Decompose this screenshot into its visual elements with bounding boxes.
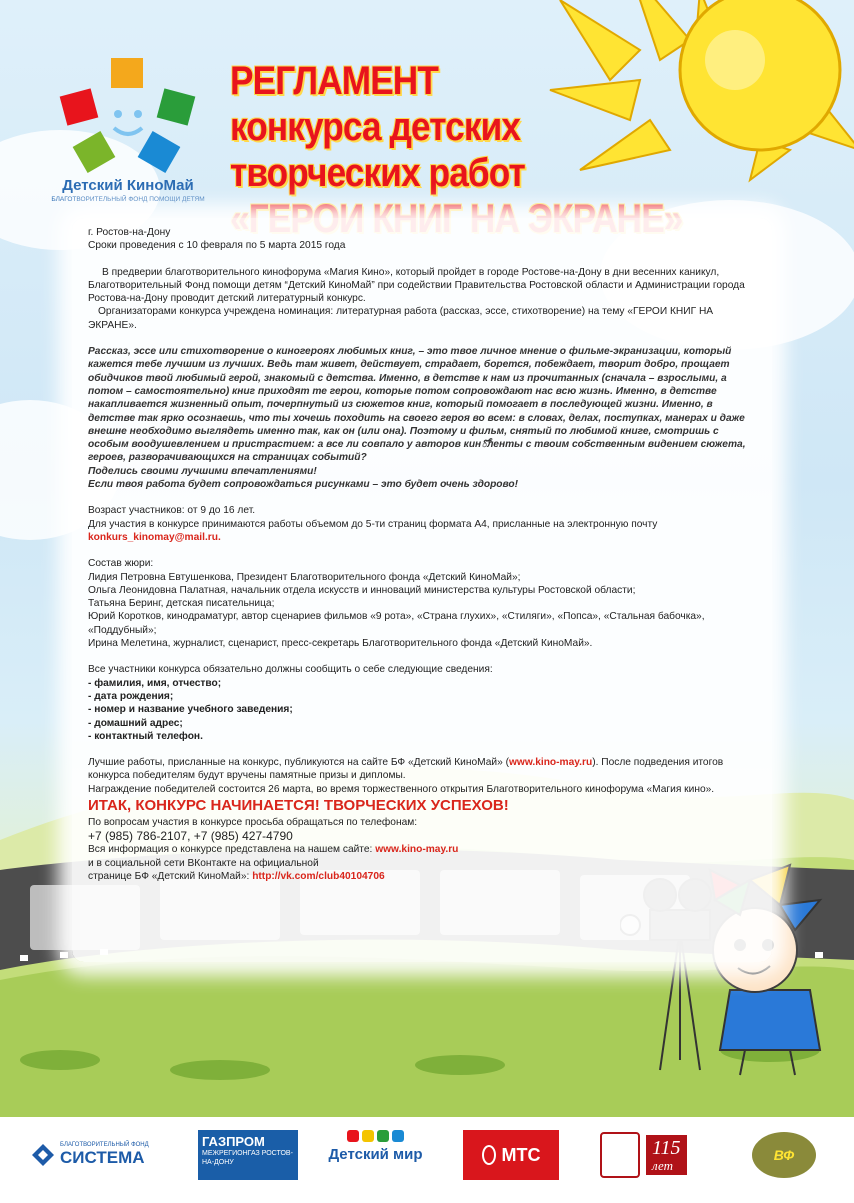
share-line: Поделись своими лучшими впечатлениями! bbox=[88, 465, 317, 477]
jury-member: Татьяна Беринг, детская писательница; bbox=[88, 598, 275, 610]
requirement-item: - фамилия, имя, отчество; bbox=[88, 677, 222, 689]
jury-member: Юрий Коротков, кинодраматург, автор сценариев фильмов «9 рота», «Страна глухих», «Стиляги», «Попса», «Стальная бабочка», «Поддубный»; bbox=[88, 611, 705, 636]
age-rule: Возраст участников: от 9 до 16 лет. bbox=[88, 505, 256, 517]
requirement-item: - номер и название учебного заведения; bbox=[88, 704, 293, 716]
requirement-item: - дата рождения; bbox=[88, 690, 174, 702]
vk-info: и в социальной сети ВКонтакте на официальной bbox=[88, 857, 319, 869]
sistema-icon bbox=[30, 1142, 56, 1168]
jury-heading: Состав жюри: bbox=[88, 558, 154, 570]
detmir-logo bbox=[318, 1130, 433, 1180]
mts-logo bbox=[463, 1130, 559, 1180]
museum-emblem-icon bbox=[600, 1132, 640, 1178]
award-paragraph: Награждение победителей состоится 26 марта, во время торжественного открытия Благотворительного кинофорума «Магия кино». bbox=[88, 783, 715, 795]
kinomay-star-icon bbox=[48, 52, 208, 177]
title-line: РЕГЛАМЕНТ bbox=[230, 59, 438, 103]
intro-paragraph: В предверии благотворительного кинофорума «Магия Кино», который пройдет в городе Ростове-на-Дону в дни весенних каникул, Благотворительный Фонд помощи детям “Детский КиноМай” при содействии Правительства Ростовской области и Администрации города Ростова-на-Дону проводит детский литературный конкурс. bbox=[88, 266, 745, 305]
museum-number: 115 bbox=[652, 1137, 681, 1159]
dates: Сроки проведения с 10 февраля по 5 марта 2015 года bbox=[88, 240, 346, 252]
festival-mark: ВФ bbox=[773, 1147, 795, 1163]
sistema-name: СИСТЕМА bbox=[60, 1148, 145, 1167]
mts-name: МТС bbox=[501, 1144, 541, 1165]
contacts-intro: По вопросам участия в конкурсе просьба обращаться по телефонам: bbox=[88, 816, 418, 828]
site-info: Вся информация о конкурсе представлена на нашем сайте: www.kino-may.ru bbox=[88, 844, 459, 856]
phone-numbers: +7 (985) 786-2107, +7 (985) 427-4790 bbox=[88, 829, 293, 844]
regulations-text bbox=[88, 226, 758, 883]
call-to-action: ИТАК, КОНКУРС НАЧИНАЕТСЯ! ТВОРЧЕСКИХ УСПЕХОВ! bbox=[88, 796, 509, 814]
gazprom-subtitle: МЕЖРЕГИОНГАЗ РОСТОВ-НА-ДОНУ bbox=[202, 1150, 293, 1166]
detmir-icon bbox=[318, 1130, 433, 1142]
nomination-paragraph: Организаторами конкурса учреждена номинация: литературная работа (рассказ, эссе, стихотворение) на тему «ГЕРОИ КНИГ НА ЭКРАНЕ». bbox=[88, 306, 714, 331]
logo-subtitle: БЛАГОТВОРИТЕЛЬНЫЙ ФОНД ПОМОЩИ ДЕТЯМ bbox=[51, 196, 205, 203]
sistema-subtitle: БЛАГОТВОРИТЕЛЬНЫЙ ФОНД bbox=[60, 1142, 149, 1148]
logo bbox=[48, 52, 208, 217]
sistema-logo bbox=[30, 1130, 180, 1180]
logo-name: Детский КиноМай bbox=[62, 177, 194, 194]
gazprom-logo bbox=[198, 1130, 298, 1180]
vk-link[interactable]: http://vk.com/club40104706 bbox=[252, 870, 385, 882]
mts-egg-icon bbox=[482, 1145, 496, 1165]
gazprom-name: ГАЗПРОМ bbox=[202, 1134, 265, 1149]
museum-years: лет bbox=[652, 1158, 673, 1173]
email-link[interactable]: konkurs_kinomay@mail.ru. bbox=[88, 531, 221, 543]
essay-description: Рассказ, эссе или стихотворение о киногероях любимых книг, – это твое личное мнение о фильме-экранизации, который кажется тебе лучшим из лучших. Ведь там живет, действует, страдает, борется, побеждает, творит добро, прощает обидчиков твой любимый герой, знакомый с детства. Именно, в детстве к нам из прочитанных (сначала – взрослыми, а потом – самостоятельно) книг приходят те герои, которые потом сопровождают нас всю жизнь. Именно, в детстве накапливается жизненный опыт, почерпнутый из сюжетов книг, который помогает в последующей жизни. Именно, в детстве так ярко осознаешь, что ты хочешь походить на своего героя во всем: в словах, делах, поступках, манерах и даже внешне необходимо выглядеть именно так, как он (или она). Поэтому и фильм, снятый по любимой книге, смотришь с особым воодушевлением и пристрастием: а все ли совпало у авторов кинోленты с твоим собственным видением сюжета, героев, разворачивающихся на страницах событий? bbox=[88, 346, 746, 464]
title-line: творческих работ bbox=[230, 151, 525, 195]
festival-logo bbox=[745, 1130, 823, 1180]
format-rule: Для участия в конкурсе принимаются работы объемом до 5-ти страниц формата А4, присланные на электронную почту bbox=[88, 518, 658, 530]
requirements-heading: Все участники конкурса обязательно должны сообщить о себе следующие сведения: bbox=[88, 664, 493, 676]
requirement-item: - контактный телефон. bbox=[88, 730, 203, 742]
requirement-item: - домашний адрес; bbox=[88, 717, 183, 729]
vk-info: странице БФ «Детский КиноМай»: http://vk.com/club40104706 bbox=[88, 870, 385, 882]
title-line: конкурса детских bbox=[230, 105, 521, 149]
detmir-name: Детский мир bbox=[328, 1146, 423, 1163]
jury-member: Ирина Мелетина, журналист, сценарист, пресс-секретарь Благотворительного фонда «Детский КиноМай». bbox=[88, 638, 593, 650]
jury-member: Ольга Леонидовна Палатная, начальник отдела искусств и инноваций министерства культуры Ростовской области; bbox=[88, 584, 636, 596]
site-link[interactable]: www.kino-may.ru bbox=[375, 844, 459, 856]
drawings-line: Если твоя работа будет сопровождаться рисунками – это будет очень здорово! bbox=[88, 479, 519, 491]
jury-member: Лидия Петровна Евтушенкова, Президент Благотворительного фонда «Детский КиноМай»; bbox=[88, 571, 521, 583]
museum-logo bbox=[600, 1130, 710, 1180]
results-paragraph: Лучшие работы, присланные на конкурс, публикуются на сайте БФ «Детский КиноМай» (www.kino-may.ru). После подведения итогов конкурса победителям будут вручены памятные призы и дипломы. bbox=[88, 757, 724, 782]
site-link[interactable]: www.kino-may.ru bbox=[508, 757, 593, 769]
page-title bbox=[230, 58, 682, 242]
city: г. Ростов-на-Дону bbox=[88, 227, 171, 238]
